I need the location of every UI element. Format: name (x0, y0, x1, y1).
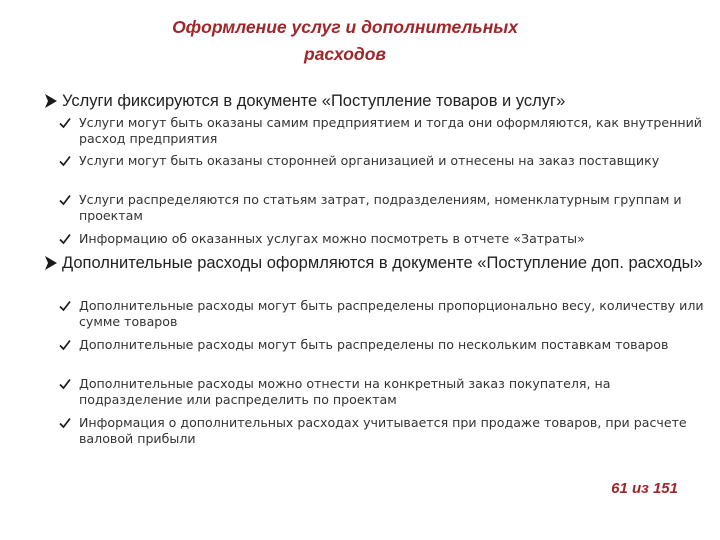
section-heading-services (44, 91, 714, 111)
list-item-text: Информацию об оказанных услугах можно посмотреть в отчете «Затраты» (79, 231, 585, 246)
arrow-bullet-icon (44, 255, 58, 271)
list-item-text: Информация о дополнительных расходах учитывается при продаже товаров, при расчете валовой прибыли (79, 415, 687, 447)
arrow-bullet-icon (44, 93, 58, 109)
checkmark-icon (58, 416, 72, 430)
list-item (58, 231, 708, 247)
slide-title-line-1: Оформление услуг и дополнительных (172, 17, 518, 37)
section-heading-additional-expenses (44, 253, 714, 273)
checkmark-icon (58, 193, 72, 207)
list-item (58, 192, 708, 224)
page-number: 61 из 151 (611, 480, 678, 497)
list-item-text: Услуги могут быть оказаны сторонней организацией и отнесены на заказ поставщику (79, 153, 660, 168)
checkmark-icon (58, 377, 72, 391)
list-item-text: Дополнительные расходы могут быть распределены пропорционально весу, количеству или сумме товаров (79, 298, 704, 330)
list-item-text: Дополнительные расходы можно отнести на конкретный заказ покупателя, на подразделение или распределить по проектам (79, 376, 611, 408)
checkmark-icon (58, 232, 72, 246)
list-item (58, 415, 708, 447)
list-item-text: Услуги могут быть оказаны самим предприятием и тогда они оформляются, как внутренний расход предприятия (79, 115, 702, 147)
section-heading-text: Услуги фиксируются в документе «Поступление товаров и услуг» (62, 92, 566, 110)
slide-title (120, 14, 570, 68)
checkmark-icon (58, 338, 72, 352)
list-item (58, 376, 708, 408)
section-heading-text: Дополнительные расходы оформляются в документе «Поступление доп. расходы» (62, 254, 703, 272)
checkmark-icon (58, 116, 72, 130)
checkmark-icon (58, 299, 72, 313)
list-item (58, 298, 708, 330)
list-item (58, 153, 708, 169)
list-item-text: Услуги распределяются по статьям затрат, подразделениям, номенклатурным группам и проектам (79, 192, 682, 224)
checkmark-icon (58, 154, 72, 168)
list-item (58, 115, 708, 147)
list-item (58, 337, 708, 353)
list-item-text: Дополнительные расходы могут быть распределены по нескольким поставкам товаров (79, 337, 669, 352)
slide-title-line-2: расходов (304, 44, 386, 64)
